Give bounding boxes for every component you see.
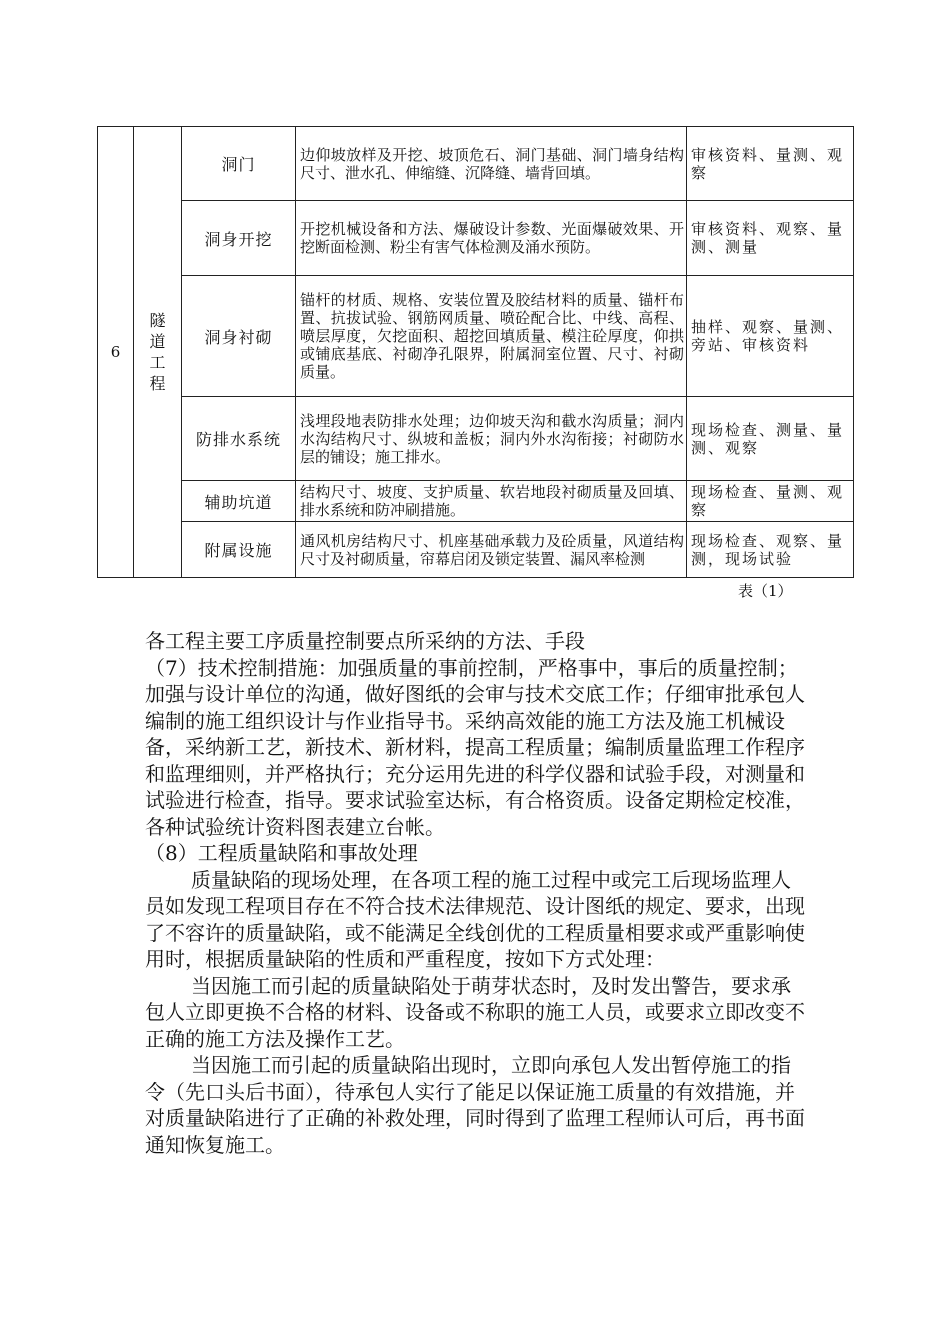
control-points: 边仰坡放样及开挖、坡顶危石、洞门基础、洞门墙身结构尺寸、泄水孔、伸缩缝、沉降缝、墙背回填。 bbox=[296, 127, 687, 201]
body-text bbox=[145, 628, 810, 1158]
section-category-text: 隧道工程 bbox=[149, 311, 166, 393]
item-name: 防排水系统 bbox=[182, 397, 296, 481]
item-name: 洞门 bbox=[182, 127, 296, 201]
paragraph-early-warning: 当因施工而引起的质量缺陷处于萌芽状态时，及时发出警告，要求承包人立即更换不合格的材料、设备或不称职的施工人员，或要求立即改变不正确的施工方法及操作工艺。 bbox=[145, 973, 805, 1051]
control-methods: 现场检查、测量、量测、观察 bbox=[687, 397, 854, 481]
control-methods: 现场检查、量测、观察 bbox=[687, 481, 854, 522]
paragraph-tech-control: （7）技术控制措施：加强质量的事前控制，严格事中，事后的质量控制；加强与设计单位的沟通，做好图纸的会审与技术交底工作；仔细审批承包人编制的施工组织设计与作业指导书。采纳高效能的施工方法及施工机械设备，采纳新工艺，新技术、新材料，提高工程质量；编制质量监理工作程序和监理细则，并严格执行；充分运用先进的科学仪器和试验手段，对测量和试验进行检查，指导。要求试验室达标，有合格资质。设备定期检定校准，各种试验统计资料图表建立台帐。 bbox=[145, 655, 805, 839]
section-category bbox=[134, 127, 182, 578]
control-methods: 抽样、观察、量测、旁站、审核资料 bbox=[687, 276, 854, 397]
paragraph-stop-order: 当因施工而引起的质量缺陷出现时，立即向承包人发出暂停施工的指令（先口头后书面），待承包人实行了能足以保证施工质量的有效措施，并对质量缺陷进行了正确的补救处理，同时得到了监理工程师认可后，再书面通知恢复施工。 bbox=[145, 1053, 805, 1157]
table-row bbox=[98, 201, 854, 276]
paragraph-heading: 各工程主要工序质量控制要点所采纳的方法、手段 bbox=[145, 629, 585, 653]
item-name: 洞身衬砌 bbox=[182, 276, 296, 397]
quality-control-table bbox=[97, 126, 854, 578]
table-row bbox=[98, 397, 854, 481]
control-points: 浅埋段地表防排水处理；边仰坡天沟和截水沟质量；洞内水沟结构尺寸、纵坡和盖板；洞内外水沟衔接；衬砌防水层的铺设；施工排水。 bbox=[296, 397, 687, 481]
control-methods: 现场检查、观察、量测，现场试验 bbox=[687, 522, 854, 578]
table-row bbox=[98, 127, 854, 201]
table-row bbox=[98, 522, 854, 578]
item-name: 辅助坑道 bbox=[182, 481, 296, 522]
table-row bbox=[98, 481, 854, 522]
section-number: 6 bbox=[98, 127, 134, 578]
control-points: 通风机房结构尺寸、机座基础承载力及砼质量，风道结构尺寸及衬砌质量，帘幕启闭及锁定装置、漏风率检测 bbox=[296, 522, 687, 578]
item-name: 洞身开挖 bbox=[182, 201, 296, 276]
table-row bbox=[98, 276, 854, 397]
control-methods: 审核资料、量测、观察 bbox=[687, 127, 854, 201]
table-caption: 表（1） bbox=[738, 582, 793, 600]
control-points: 锚杆的材质、规格、安装位置及胶结材料的质量、锚杆布置、抗拔试验、钢筋网质量、喷砼配合比、中线、高程、喷层厚度，欠挖面积、超挖回填质量、模注砼厚度，仰拱或铺底基底、衬砌净孔限界，附属洞室位置、尺寸、衬砌质量。 bbox=[296, 276, 687, 397]
paragraph-defect-handling: 质量缺陷的现场处理，在各项工程的施工过程中或完工后现场监理人员如发现工程项目存在不符合技术法律规范、设计图纸的规定、要求，出现了不容许的质量缺陷，或不能满足全线创优的工程质量相要求或严重影响使用时，根据质量缺陷的性质和严重程度，按如下方式处理： bbox=[145, 867, 805, 971]
control-methods: 审核资料、观察、量测、测量 bbox=[687, 201, 854, 276]
control-points: 结构尺寸、坡度、支护质量、软岩地段衬砌质量及回填、排水系统和防冲刷措施。 bbox=[296, 481, 687, 522]
paragraph-section-8-title: （8）工程质量缺陷和事故处理 bbox=[145, 841, 418, 865]
control-points: 开挖机械设备和方法、爆破设计参数、光面爆破效果、开挖断面检测、粉尘有害气体检测及涌水预防。 bbox=[296, 201, 687, 276]
item-name: 附属设施 bbox=[182, 522, 296, 578]
